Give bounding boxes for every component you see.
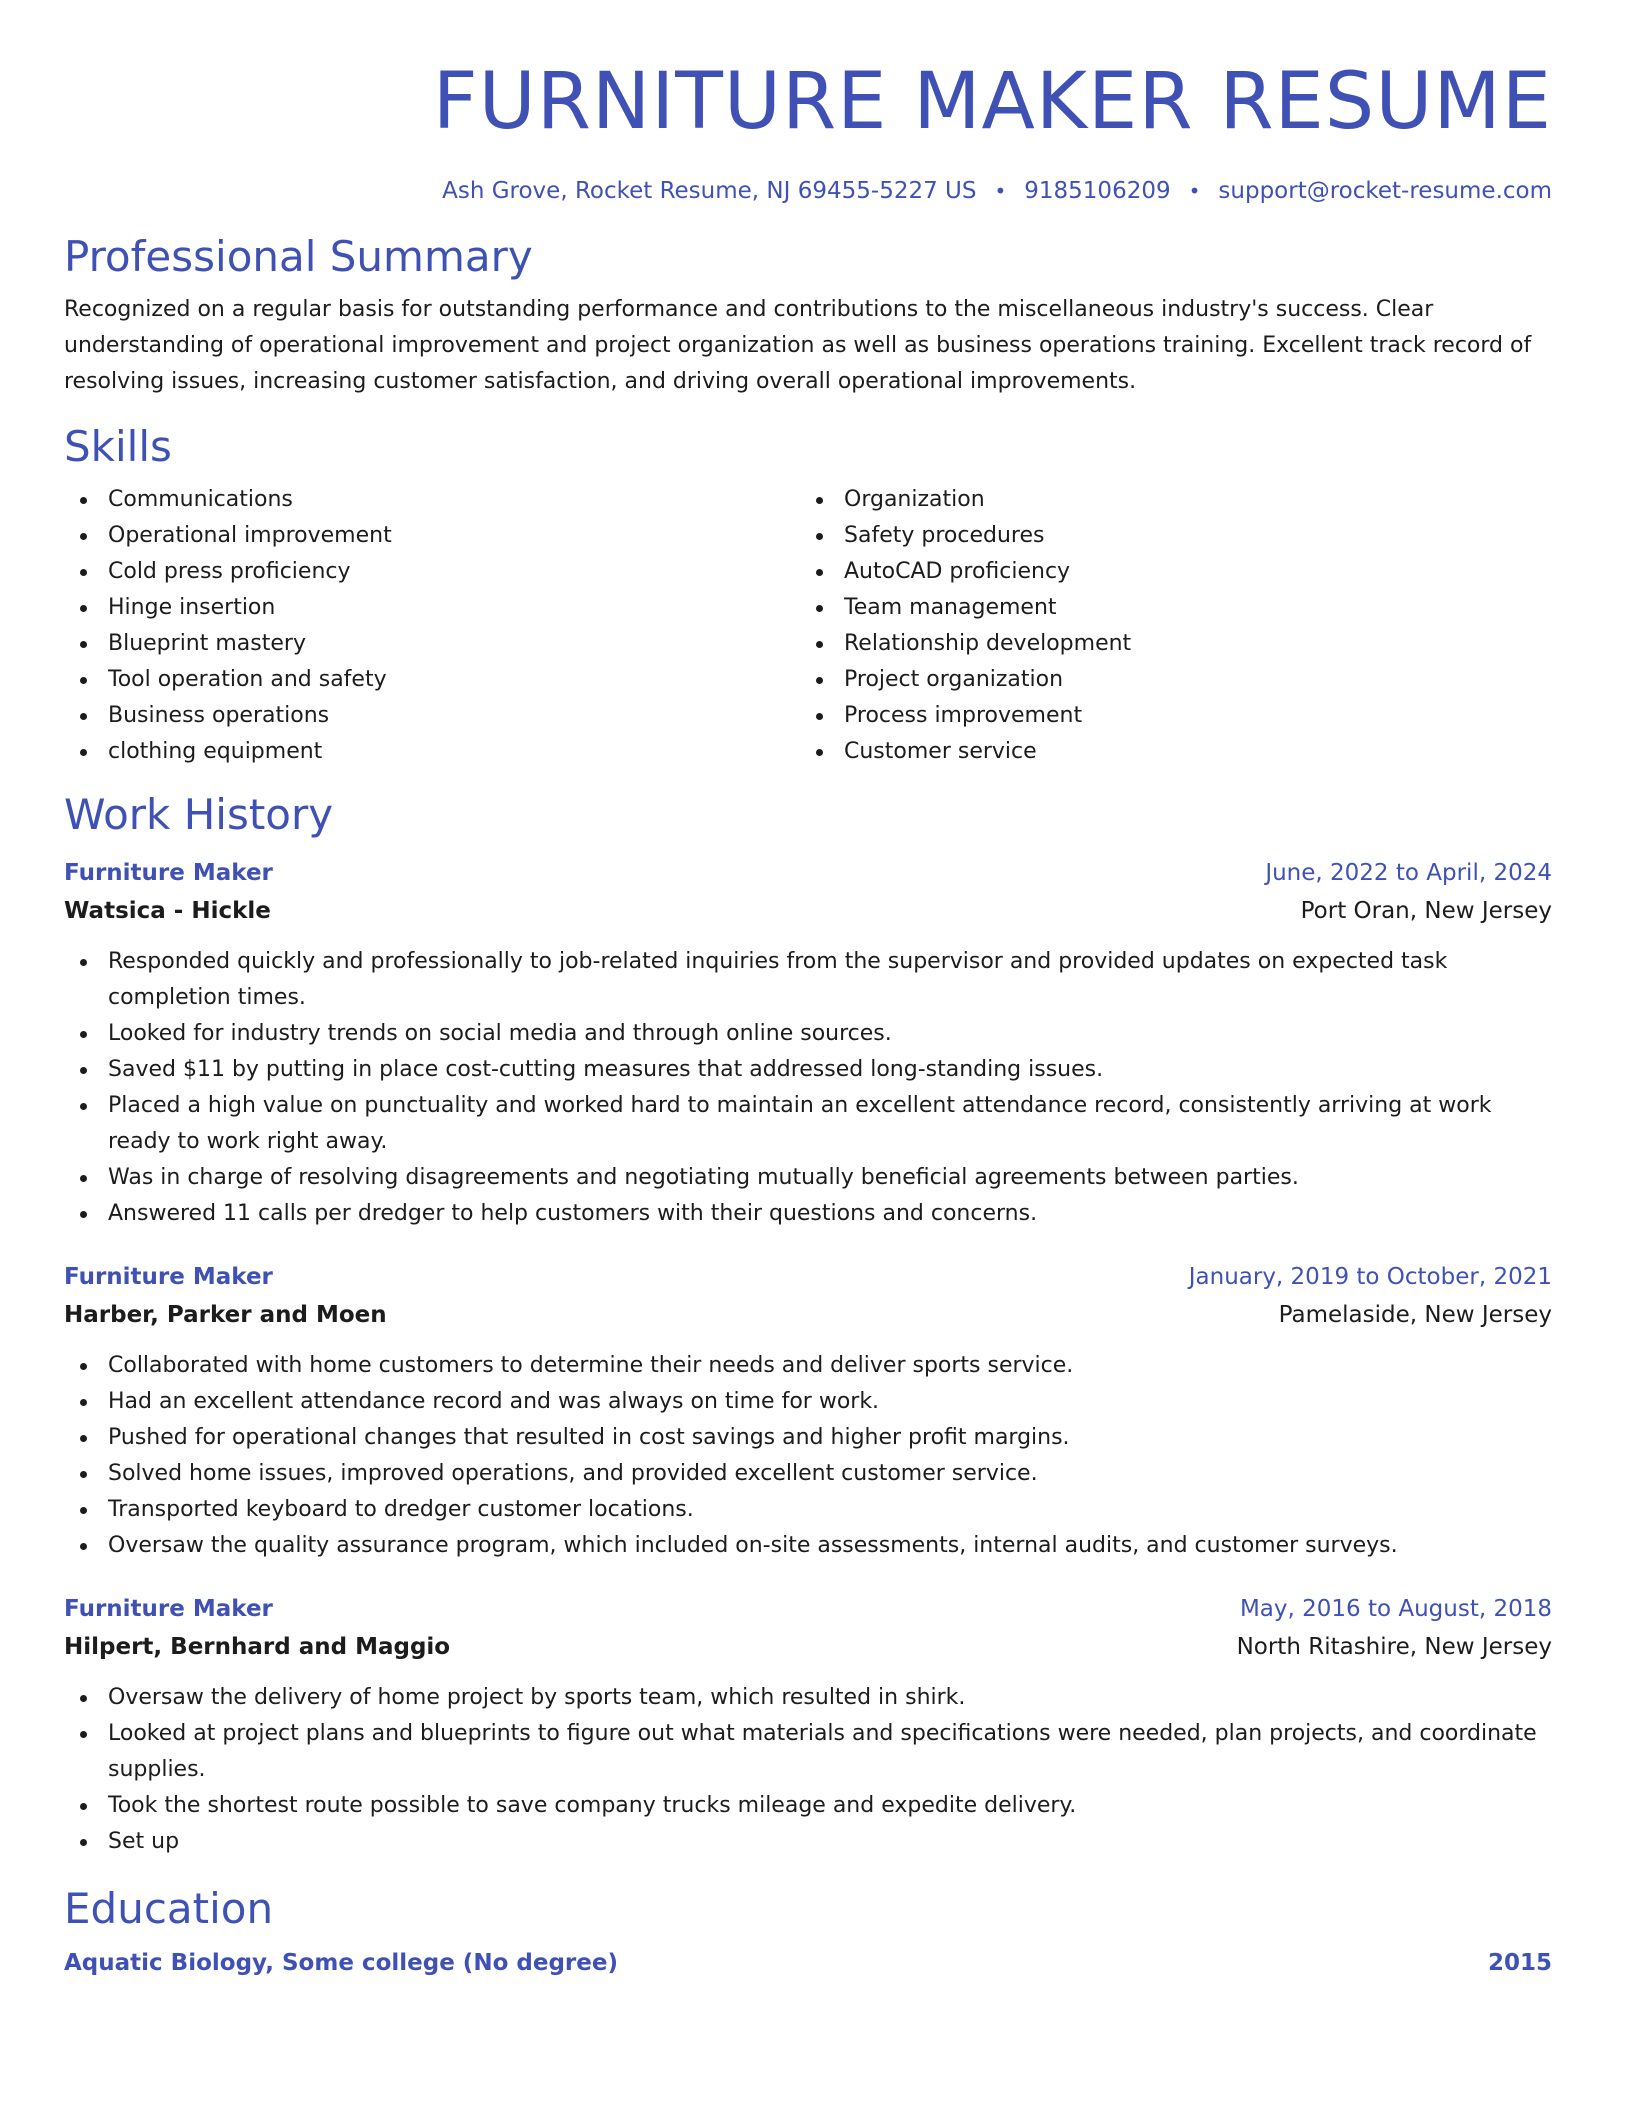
job-company: Watsica - Hickle (64, 898, 271, 924)
skill-item: Safety procedures (800, 518, 1536, 554)
contact-address: Ash Grove, Rocket Resume, NJ 69455-5227 US (442, 178, 977, 204)
job-bullet: Placed a high value on punctuality and worked hard to maintain an excellent attendance record, consistently arriving at work ready to work right away. (64, 1088, 1552, 1160)
job-title: Furniture Maker (64, 1596, 273, 1622)
job-company: Hilpert, Bernhard and Maggio (64, 1634, 451, 1660)
contact-email: support@rocket-resume.com (1218, 178, 1552, 204)
job-bullet: Took the shortest route possible to save company trucks mileage and expedite delivery. (64, 1788, 1552, 1824)
skill-item: Blueprint mastery (64, 626, 800, 662)
skill-item: Customer service (800, 734, 1536, 770)
contact-separator: • (1188, 179, 1201, 203)
skill-item: Business operations (64, 698, 800, 734)
job-entry (64, 1590, 1552, 1860)
job-bullets (64, 944, 1552, 1232)
job-location: Port Oran, New Jersey (1300, 898, 1552, 924)
skills-grid (64, 482, 1552, 770)
job-bullet: Oversaw the quality assurance program, which included on-site assessments, internal audits, and customer surveys. (64, 1528, 1552, 1564)
contact-line (64, 178, 1552, 204)
skill-item: Communications (64, 482, 800, 518)
skill-item: Team management (800, 590, 1536, 626)
education-degree: Aquatic Biology, Some college (No degree) (64, 1950, 618, 1976)
skill-item: AutoCAD proficiency (800, 554, 1536, 590)
job-location: Pamelaside, New Jersey (1278, 1302, 1552, 1328)
job-bullet: Saved $11 by putting in place cost-cutting measures that addressed long-standing issues. (64, 1052, 1552, 1088)
job-title-row (64, 854, 1552, 892)
skill-item: Tool operation and safety (64, 662, 800, 698)
job-dates: January, 2019 to October, 2021 (1188, 1264, 1552, 1290)
summary-heading: Professional Summary (64, 232, 533, 281)
work-heading: Work History (64, 790, 334, 839)
skill-item: Operational improvement (64, 518, 800, 554)
job-dates: June, 2022 to April, 2024 (1265, 860, 1552, 886)
contact-separator: • (994, 179, 1007, 203)
skill-item: Relationship development (800, 626, 1536, 662)
education-heading: Education (64, 1884, 274, 1933)
education-year: 2015 (1487, 1950, 1552, 1976)
job-title-row (64, 1590, 1552, 1628)
job-company-row (64, 1628, 1552, 1666)
job-bullet: Looked at project plans and blueprints to figure out what materials and specifications were needed, plan projects, and coordinate supplies. (64, 1716, 1552, 1788)
job-dates: May, 2016 to August, 2018 (1239, 1596, 1552, 1622)
resume-title: FURNITURE MAKER RESUME (432, 57, 1552, 147)
education-entry (64, 1944, 1552, 1982)
skill-item: Hinge insertion (64, 590, 800, 626)
contact-phone: 9185106209 (1024, 178, 1171, 204)
skill-item: Process improvement (800, 698, 1536, 734)
job-entry (64, 1258, 1552, 1564)
job-bullet: Looked for industry trends on social media and through online sources. (64, 1016, 1552, 1052)
skill-item: Cold press proficiency (64, 554, 800, 590)
job-title: Furniture Maker (64, 1264, 273, 1290)
resume-page (64, 0, 1552, 1982)
job-title-row (64, 1258, 1552, 1296)
job-bullet: Answered 11 calls per dredger to help customers with their questions and concerns. (64, 1196, 1552, 1232)
job-company: Harber, Parker and Moen (64, 1302, 387, 1328)
summary-text: Recognized on a regular basis for outstanding performance and contributions to the miscellaneous industry's success. Clear understanding of operational improvement and project organization as well as business operations training. Excellent track record of resolving issues, increasing customer satisfaction, and driving overall operational improvements. (64, 297, 1532, 394)
skills-list-left (64, 482, 800, 770)
job-entry (64, 854, 1552, 1232)
job-bullet: Transported keyboard to dredger customer locations. (64, 1492, 1552, 1528)
skills-heading: Skills (64, 422, 172, 471)
job-company-row (64, 1296, 1552, 1334)
job-bullets (64, 1680, 1552, 1860)
job-bullet: Had an excellent attendance record and was always on time for work. (64, 1384, 1552, 1420)
job-bullet: Solved home issues, improved operations, and provided excellent customer service. (64, 1456, 1552, 1492)
job-title: Furniture Maker (64, 860, 273, 886)
job-bullet: Responded quickly and professionally to job-related inquiries from the supervisor and provided updates on expected task completion times. (64, 944, 1552, 1016)
skill-item: Organization (800, 482, 1536, 518)
skills-column-left (64, 482, 800, 770)
job-location: North Ritashire, New Jersey (1236, 1634, 1552, 1660)
skill-item: Project organization (800, 662, 1536, 698)
job-bullet: Collaborated with home customers to determine their needs and deliver sports service. (64, 1348, 1552, 1384)
job-bullet: Was in charge of resolving disagreements and negotiating mutually beneficial agreements between parties. (64, 1160, 1552, 1196)
work-history-list (64, 854, 1552, 1860)
job-bullet: Set up (64, 1824, 1552, 1860)
skills-list-right (800, 482, 1536, 770)
skills-column-right (800, 482, 1536, 770)
skill-item: clothing equipment (64, 734, 800, 770)
job-bullet: Pushed for operational changes that resulted in cost savings and higher profit margins. (64, 1420, 1552, 1456)
job-bullet: Oversaw the delivery of home project by sports team, which resulted in shirk. (64, 1680, 1552, 1716)
job-bullets (64, 1348, 1552, 1564)
job-company-row (64, 892, 1552, 930)
